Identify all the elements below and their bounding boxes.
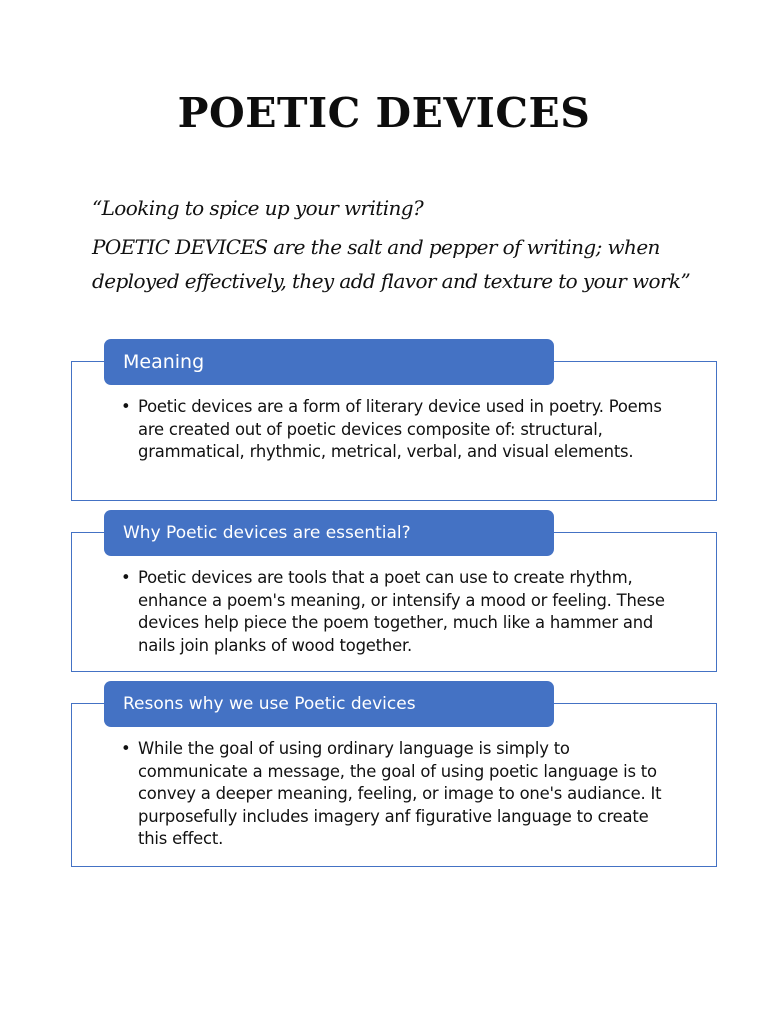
section-reasons-list [121, 738, 677, 851]
bullet-icon: • [121, 397, 131, 416]
list-item [121, 396, 677, 464]
intro-quote-line-2: POETIC DEVICES are the salt and pepper of writing; when deployed effectively, they add flavor and texture to your work” [92, 235, 691, 293]
section-reasons-header: Resons why we use Poetic devices [104, 681, 554, 727]
bullet-icon: • [121, 568, 131, 587]
section-why-essential [71, 510, 717, 672]
intro-quote [92, 192, 692, 298]
bullet-text: Poetic devices are a form of literary device used in poetry. Poems are created out of poetic devices composite of: structural, grammatical, rhythmic, metrical, verbal, and visual elements. [138, 397, 662, 462]
bullet-text: Poetic devices are tools that a poet can use to create rhythm, enhance a poem's meaning, or intensify a mood or feeling. These devices help piece the poem together, much like a hammer and nails join planks of wood together. [138, 568, 665, 655]
section-why-essential-list [121, 567, 677, 657]
list-item [121, 567, 677, 657]
page-title: POETIC DEVICES [177, 89, 591, 137]
section-meaning [71, 339, 717, 501]
bullet-text: While the goal of using ordinary language is simply to communicate a message, the goal of using poetic language is to convey a deeper meaning, feeling, or image to one's audiance. It purposefully includes imagery anf figurative language to create this effect. [138, 739, 662, 849]
list-item [121, 738, 677, 851]
section-meaning-list [121, 396, 677, 464]
section-reasons [71, 681, 717, 867]
bullet-icon: • [121, 739, 131, 758]
intro-quote-line-1: “Looking to spice up your writing? [92, 196, 424, 220]
section-why-essential-header: Why Poetic devices are essential? [104, 510, 554, 556]
section-meaning-header: Meaning [104, 339, 554, 385]
